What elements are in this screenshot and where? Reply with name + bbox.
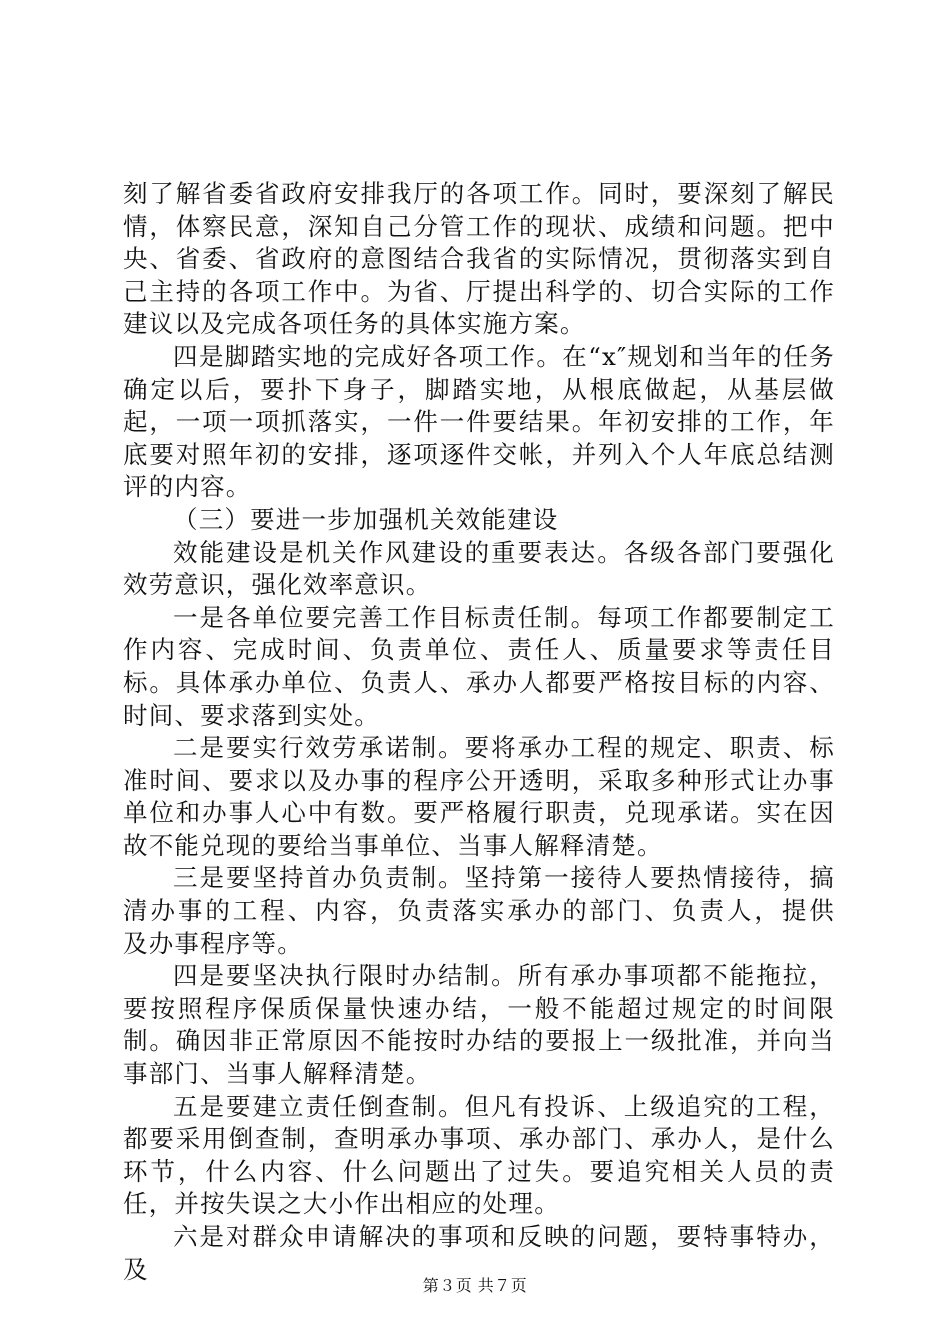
paragraph-item-four: 四是脚踏实地的完成好各项工作。在“x″规划和当年的任务确定以后，要扑下身子，脚踏实地，从根底做起，从基层做起，一项一项抓落实，一件一件要结果。年初安排的工作，年底要对照年初的安排，逐项逐件交帐，并列入个人年底总结测评的内容。 [123, 341, 835, 502]
page-footer: 第３页 共７页 [422, 1276, 528, 1295]
paragraph-item-six: 六是对群众申请解决的事项和反映的问题，要特事特办，及 [123, 1222, 835, 1284]
paragraph-intro: 效能建设是机关作风建设的重要表达。各级各部门要强化效劳意识，强化效率意识。 [123, 537, 835, 600]
paragraph-item-four-b: 四是要坚决执行限时办结制。所有承办事项都不能拖拉，要按照程序保质保量快速办结，一般不能超过规定的时间限制。确因非正常原因不能按时办结的要报上一级批准，并向当事部门、当事人解释清楚。 [123, 961, 835, 1089]
paragraph-item-one: 一是各单位要完善工作目标责任制。每项工作都要制定工作内容、完成时间、负责单位、责任人、质量要求等责任目标。具体承办单位、负责人、承办人都要严格按目标的内容、时间、要求落到实处。 [123, 602, 835, 730]
paragraph-item-two: 二是要实行效劳承诺制。要将承办工程的规定、职责、标准时间、要求以及办事的程序公开透明，采取多种形式让办事单位和办事人心中有数。要严格履行职责，兑现承诺。实在因故不能兑现的要给当事单位、当事人解释清楚。 [123, 733, 835, 860]
paragraph-item-five: 五是要建立责任倒查制。但凡有投诉、上级追究的工程，都要采用倒查制，查明承办事项、承办部门、承办人，是什么环节，什么内容、什么问题出了过失。要追究相关人员的责任，并按失误之大小作出相应的处理。 [123, 1091, 835, 1219]
paragraph-continuation: 刻了解省委省政府安排我厅的各项工作。同时，要深刻了解民情，体察民意，深知自己分管工作的现状、成绩和问题。把中央、省委、省政府的意图结合我省的实际情况，贯彻落实到自己主持的各项工作中。为省、厅提出科学的、切合实际的工作建议以及完成各项任务的具体实施方案。 [123, 179, 835, 339]
section-heading: （三）要进一步加强机关效能建设 [173, 504, 559, 534]
paragraph-item-three: 三是要坚持首办负责制。坚持第一接待人要热情接待，搞清办事的工程、内容，负责落实承办的部门、负责人，提供 及办事程序等。 [123, 863, 870, 958]
document-body [123, 178, 870, 1286]
